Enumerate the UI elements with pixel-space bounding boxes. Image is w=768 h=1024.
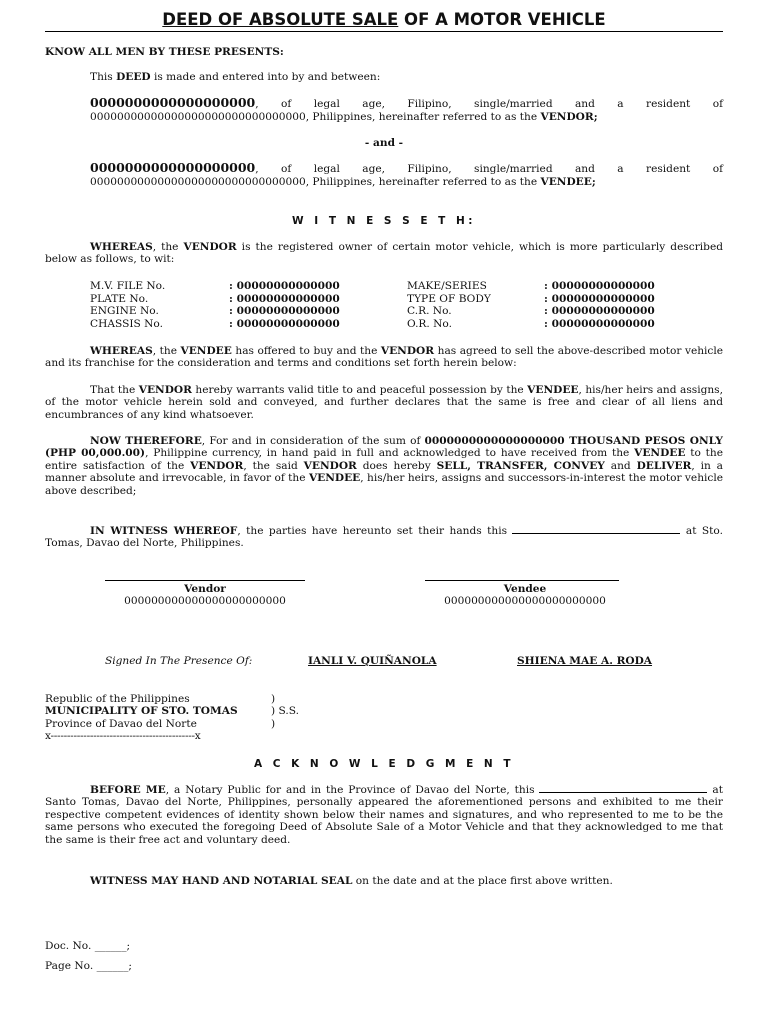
vendee-party-line1 — [45, 162, 723, 175]
whereas-1-rest: is the registered owner of certain motor vehicle, which is more particularly described below as follows, to wit: — [45, 241, 724, 266]
vendor-party-line2 — [45, 111, 723, 123]
now-therefore-e: does hereby — [356, 459, 437, 472]
seal-bold: WITNESS MAY HAND AND NOTARIAL SEAL — [90, 875, 353, 887]
whereas-1-vendor: VENDOR — [183, 241, 237, 253]
vehicle-label: CHASSIS No. — [90, 317, 163, 330]
title-rest: OF A MOTOR VEHICLE — [398, 10, 606, 29]
vehicle-label-2: O.R. No. — [407, 317, 452, 330]
warranty-rest: , his/her heirs and assigns, of the motor vehicle herein sold and conveyed, and further declares that the same is free and clear of all liens and encumbrances of any kind whatsoever. — [45, 384, 723, 421]
warranty-paragraph — [45, 384, 723, 421]
vehicle-value-2: : 00000000000000 — [544, 292, 655, 305]
now-therefore-vendor-2: VENDOR — [303, 459, 357, 472]
page-number: Page No. ______; — [45, 960, 132, 972]
intro-made-pre: This — [90, 71, 117, 83]
vehicle-label-2: MAKE/SERIES — [407, 280, 487, 292]
vendor-signature-label: Vendor — [184, 583, 226, 595]
in-witness-paragraph — [45, 525, 723, 550]
witness-1 — [308, 655, 468, 667]
now-therefore-d: , the said — [243, 459, 304, 472]
vendee-party-name: 0000000000000000000 — [90, 160, 256, 175]
vehicle-value: : 00000000000000 — [229, 280, 340, 292]
witness-1-name: IANLI V. QUIÑANOLA — [308, 655, 437, 667]
vendor-party-address: 00000000000000000000000000000000 — [90, 111, 306, 123]
now-therefore-keyword: NOW THEREFORE — [90, 435, 202, 447]
whereas-2-b: has offered to buy and the — [231, 345, 381, 357]
vehicle-value: : 00000000000000 — [229, 305, 340, 318]
acknowledgment-heading: A C K N O W L E D G M E N T — [253, 758, 515, 770]
vendee-party-line2-rest: , Philippines, hereinafter referred to as the — [305, 176, 541, 188]
vendee-party-role: VENDEE; — [540, 176, 596, 188]
vehicle-value: : 00000000000000 — [229, 317, 340, 330]
vehicle-label: ENGINE No. — [90, 305, 159, 318]
vehicle-row — [90, 318, 722, 331]
witness-2-name: SHIENA MAE A. RODA — [517, 655, 653, 667]
now-therefore-a: , For and in consideration of the sum of — [201, 435, 425, 447]
vendee-signature-block — [425, 580, 625, 607]
vendee-party-line2 — [45, 176, 723, 188]
now-therefore-f: and — [604, 459, 637, 472]
in-witness-b: at Sto. Tomas, Davao del Norte, Philippines. — [45, 525, 723, 550]
whereas-2-keyword: WHEREAS — [90, 345, 153, 357]
venue-paren-3: ) — [271, 718, 276, 730]
vehicle-value-2: : 00000000000000 — [544, 280, 655, 292]
vehicle-value: : 00000000000000 — [229, 292, 340, 305]
vehicle-label-2: C.R. No. — [407, 305, 452, 318]
venue-line-1: Republic of the Philippines — [45, 693, 190, 705]
presence-label — [105, 655, 275, 667]
now-therefore-vendor-1: VENDOR — [190, 459, 244, 472]
now-therefore-amount: 0000000000000000000 THOUSAND PESOS ONLY (PHP 00,000.00) — [45, 435, 723, 460]
vendee-party-line1-rest: , of legal age, Filipino, single/married and a resident of — [255, 163, 723, 175]
ack-b: at Santo Tomas, Davao del Norte, Philippines, personally appeared the aforementioned persons and exhibited to me their respective competent evidences of identity shown below their names and signatures, and who represented to me to be the same persons who executed the foregoing Deed of Absolute Sale of a Motor Vehicle and that they acknowledged to me that the same is their free act and voluntary deed. — [45, 784, 723, 846]
whereas-2-a: , the — [152, 345, 181, 357]
vendor-signature-block — [105, 580, 305, 607]
and-separator: - and - — [364, 137, 404, 149]
venue-paren-1: ) — [271, 693, 276, 705]
intro-heading: KNOW ALL MEN BY THESE PRESENTS: — [45, 46, 284, 58]
now-therefore-paragraph — [45, 435, 723, 497]
vendor-signature-line — [105, 580, 305, 581]
vendor-party-line1 — [45, 97, 723, 110]
intro-made-post: is made and entered into by and between: — [150, 71, 381, 83]
vendor-party-role: VENDOR; — [540, 111, 598, 123]
vendor-party-name: 0000000000000000000 — [90, 95, 256, 110]
venue-x-line: x--------------------------------------------x — [45, 730, 201, 742]
document-title — [45, 10, 723, 32]
witness-2 — [517, 655, 697, 667]
acknowledgment-paragraph — [45, 784, 723, 846]
vehicle-value-2: : 00000000000000 — [544, 305, 655, 318]
whereas-paragraph-1 — [45, 241, 723, 266]
date-blank-line — [512, 533, 680, 534]
now-therefore-verbs-1: SELL, TRANSFER, CONVEY — [436, 459, 605, 472]
whereas-paragraph-2 — [45, 345, 723, 370]
warranty-vendor: VENDOR — [138, 384, 192, 396]
now-therefore-verbs-2: DELIVER — [636, 459, 692, 472]
seal-rest: on the date and at the place first above written. — [352, 875, 613, 887]
intro-made-bold: DEED — [116, 71, 151, 83]
in-witness-a: , the parties have hereunto set their hands this — [237, 525, 513, 537]
whereas-2-vendee: VENDEE — [180, 345, 232, 357]
notarial-seal-line — [45, 875, 723, 887]
warranty-b: hereby warrants valid title to and peaceful possession by the — [191, 384, 528, 396]
vehicle-row — [90, 280, 722, 293]
vehicle-value-2: : 00000000000000 — [544, 317, 655, 330]
vendee-party-address: 00000000000000000000000000000000 — [90, 176, 306, 188]
ack-before-me: BEFORE ME — [90, 784, 166, 796]
in-witness-keyword: IN WITNESS WHEREOF — [90, 525, 238, 537]
ack-date-blank — [539, 792, 707, 793]
vendee-signature-label: Vendee — [503, 583, 547, 595]
vendee-signature-name: 000000000000000000000000 — [444, 595, 606, 607]
vehicle-label: M.V. FILE No. — [90, 280, 166, 292]
now-therefore-vendee-1: VENDEE — [634, 447, 686, 460]
now-therefore-vendee-2: VENDEE — [308, 472, 361, 485]
vehicle-label: PLATE No. — [90, 292, 149, 305]
vehicle-details-table — [90, 280, 722, 330]
witnesseth-heading: W I T N E S S E T H: — [292, 215, 476, 227]
vendee-signature-line — [425, 580, 619, 581]
warranty-a: That the — [90, 384, 139, 396]
whereas-1-a: , the — [152, 241, 184, 253]
whereas-2-vendor: VENDOR — [380, 345, 435, 357]
doc-number: Doc. No. ______; — [45, 940, 131, 952]
presence-label-text: Signed In The Presence Of: — [105, 655, 253, 667]
venue-line-2: MUNICIPALITY OF STO. TOMAS — [45, 705, 238, 717]
title-underlined: DEED OF ABSOLUTE SALE — [162, 10, 399, 29]
vendor-party-line2-rest: , Philippines, hereinafter referred to as the — [305, 111, 541, 123]
now-therefore-c: to the entire satisfaction of the — [45, 447, 723, 472]
ack-a: , a Notary Public for and in the Province of Davao del Norte, this — [165, 784, 535, 796]
venue-line-3: Province of Davao del Norte — [45, 718, 197, 730]
vendor-party-line1-rest: , of legal age, Filipino, single/married and a resident of — [255, 98, 723, 110]
vehicle-row — [90, 293, 722, 306]
whereas-2-rest: has agreed to sell the above-described motor vehicle and its franchise for the consideration and terms and conditions set forth herein below: — [45, 345, 724, 370]
vendor-signature-name: 000000000000000000000000 — [124, 595, 286, 607]
vehicle-row — [90, 305, 722, 318]
intro-made — [45, 71, 723, 83]
venue-paren-2: ) S.S. — [271, 705, 299, 717]
now-therefore-b: , Philippine currency, in hand paid in full and acknowledged to have received from the — [145, 447, 635, 460]
whereas-1-keyword: WHEREAS — [90, 241, 153, 253]
warranty-vendee: VENDEE — [527, 384, 579, 396]
now-therefore-rest: , his/her heirs, assigns and successors-in-interest the motor vehicle above described; — [45, 472, 723, 497]
now-therefore-g: , in a manner absolute and irrevocable, in favor of the — [45, 459, 724, 485]
vehicle-label-2: TYPE OF BODY — [407, 292, 491, 305]
